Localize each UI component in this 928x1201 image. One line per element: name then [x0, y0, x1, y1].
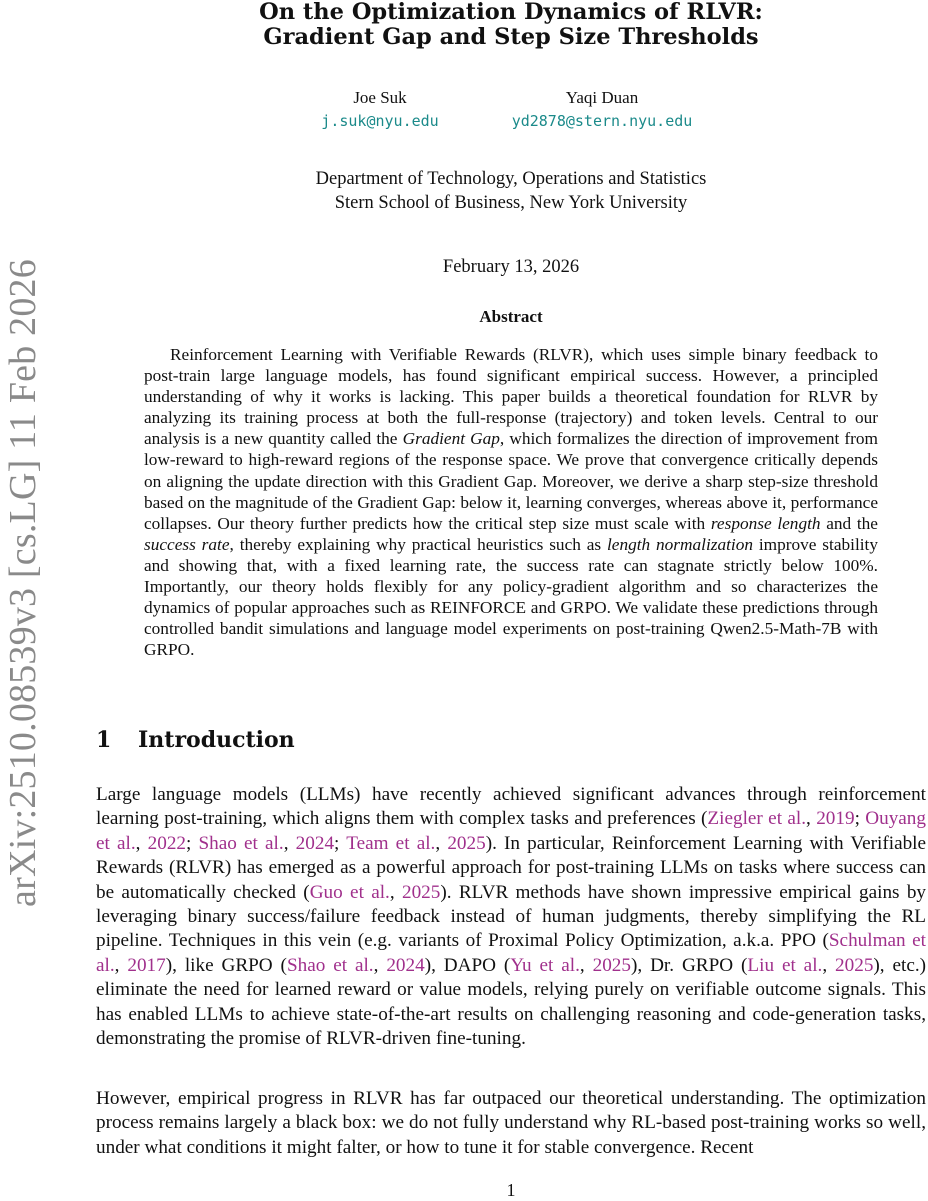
abstract-emphasis: success rate: [144, 534, 230, 554]
citation-link[interactable]: Yu et al.: [510, 954, 580, 976]
abstract-emphasis: response length: [710, 513, 821, 533]
body-text: ;: [854, 808, 866, 830]
paper-title: [96, 0, 926, 50]
title-line-1: On the Optimization Dynamics of RLVR:: [259, 0, 763, 25]
abstract-text: Reinforcement Learning with Verifiable Rewards (RLVR), which uses simple binary feedback to post-train large language models, has found significant empirical success. However, a principled understanding of why it works is lacking. This paper builds a theoretical foundation for RLVR by analyzing its training process at both the full-response (trajectory) and token levels. Central to our analysis is a new quantity called the: [144, 345, 878, 449]
body-text: ,: [114, 954, 128, 976]
intro-paragraph-1: [96, 783, 926, 1051]
body-text: ;: [334, 832, 347, 854]
affiliation-line-1: Department of Technology, Operations and Statistics: [315, 169, 707, 189]
author-email-link[interactable]: j.suk@nyu.edu: [321, 112, 439, 130]
abstract-body: [144, 344, 878, 660]
citation-year-link[interactable]: 2024: [386, 954, 425, 976]
publication-date: February 13, 2026: [442, 257, 580, 277]
body-text: ,: [806, 808, 817, 830]
citation-year-link[interactable]: 2017: [127, 954, 166, 976]
citation-year-link[interactable]: 2025: [447, 832, 486, 854]
citation-link[interactable]: Ziegler et al.: [707, 808, 807, 830]
citation-link[interactable]: Shao et al.: [286, 954, 374, 976]
body-text: Large language models (LLMs) have recently achieved significant advances through reinforcement learning post-training, which aligns them with complex tasks and preferences (: [96, 784, 926, 830]
citation-year-link[interactable]: 2022: [147, 832, 186, 854]
citation-link[interactable]: Guo et al.: [309, 881, 390, 903]
author-name: Joe Suk: [353, 88, 407, 107]
body-text: ,: [435, 832, 448, 854]
citation-year-link[interactable]: 2025: [592, 954, 631, 976]
page-number: 1: [506, 1180, 516, 1200]
body-text: ), DAPO (: [424, 954, 511, 976]
body-text: ;: [186, 832, 199, 854]
citation-link[interactable]: Liu et al.: [747, 954, 823, 976]
abstract-heading: Abstract: [479, 307, 543, 326]
abstract-text: improve stability and showing that, with a fixed learning rate, the success rate can stagnate strictly below 100%. Importantly, our theory holds flexibly for any policy-gradient algorithm and so characterizes the dynamics of popular approaches such as REINFORCE and GRPO. We validate these predictions through controlled bandit simulations and language model experiments on post-training Qwen2.5-Math-7B with GRPO.: [144, 534, 878, 660]
title-line-2: Gradient Gap and Step Size Thresholds: [263, 24, 759, 50]
body-text: ,: [579, 954, 593, 976]
author-block-1: [315, 87, 445, 133]
citation-link[interactable]: Schulman et al.: [96, 930, 926, 976]
body-text: ,: [373, 954, 387, 976]
intro-paragraph-2: However, empirical progress in RLVR has far outpaced our theoretical understanding. The optimization process remains largely a black box: we do not fully understand why RL-based post-training works so well, under what conditions it might falter, or how to tune it for stable convergence. Recent: [96, 1088, 926, 1158]
citation-link[interactable]: Shao et al.: [198, 832, 284, 854]
arxiv-identifier-stamp: arXiv:2510.08539v3 [cs.LG] 11 Feb 2026: [2, 259, 44, 907]
body-text: ,: [389, 881, 402, 903]
affiliation-line-2: Stern School of Business, New York University: [334, 193, 688, 213]
abstract-emphasis: length normalization: [606, 534, 754, 554]
citation-link[interactable]: Team et al.: [346, 832, 436, 854]
abstract-text: , which formalizes the direction of improvement from low-reward to high-reward regions of the response space. We prove that convergence critically depends on aligning the update direction with this Gradient Gap. Moreover, we derive a sharp step-size threshold based on the magnitude of the Gradient Gap: below it, learning converges, whereas above it, performance collapses. Our theory further predicts how the critical step size must scale with: [144, 429, 878, 533]
body-text: ), etc.) eliminate the need for learned reward or value models, relying purely on verifiable outcome signals. This has enabled LLMs to achieve state-of-the-art results on challenging reasoning and code-generation tasks, demonstrating the promise of RLVR-driven fine-tuning.: [96, 954, 927, 1050]
abstract-text: and the: [820, 513, 878, 533]
section-title: Introduction: [138, 727, 295, 753]
author-name: Yaqi Duan: [565, 88, 639, 107]
abstract-emphasis: Gradient Gap: [402, 429, 500, 449]
section-number: 1: [96, 727, 112, 753]
author-block-2: [492, 87, 712, 133]
body-text: ). In particular, Reinforcement Learning with Verifiable Rewards (RLVR) has emerged as a powerful approach for post-training LLMs on tasks where success can be automatically checked (: [96, 832, 927, 903]
citation-year-link[interactable]: 2025: [401, 881, 441, 903]
section-heading: [96, 724, 926, 756]
body-text: ,: [135, 832, 148, 854]
body-text: ). RLVR methods have shown impressive empirical gains by leveraging binary success/failure feedback instead of human judgments, thereby simplifying the RL pipeline. Techniques in this vein (e.g. variants of Proximal Policy Optimization, a.k.a. PPO (: [96, 881, 927, 952]
author-email-link[interactable]: yd2878@stern.nyu.edu: [511, 112, 693, 130]
affiliation: [96, 167, 926, 215]
body-text: ), like GRPO (: [165, 954, 287, 976]
citation-link[interactable]: Ouyang et al.: [96, 808, 926, 854]
citation-year-link[interactable]: 2019: [816, 808, 855, 830]
body-text: ,: [822, 954, 836, 976]
body-text: ), Dr. GRPO (: [630, 954, 748, 976]
abstract-text: , thereby explaining why practical heuristics such as: [229, 534, 607, 554]
citation-year-link[interactable]: 2025: [835, 954, 874, 976]
body-text: ,: [283, 832, 296, 854]
citation-year-link[interactable]: 2024: [295, 832, 335, 854]
